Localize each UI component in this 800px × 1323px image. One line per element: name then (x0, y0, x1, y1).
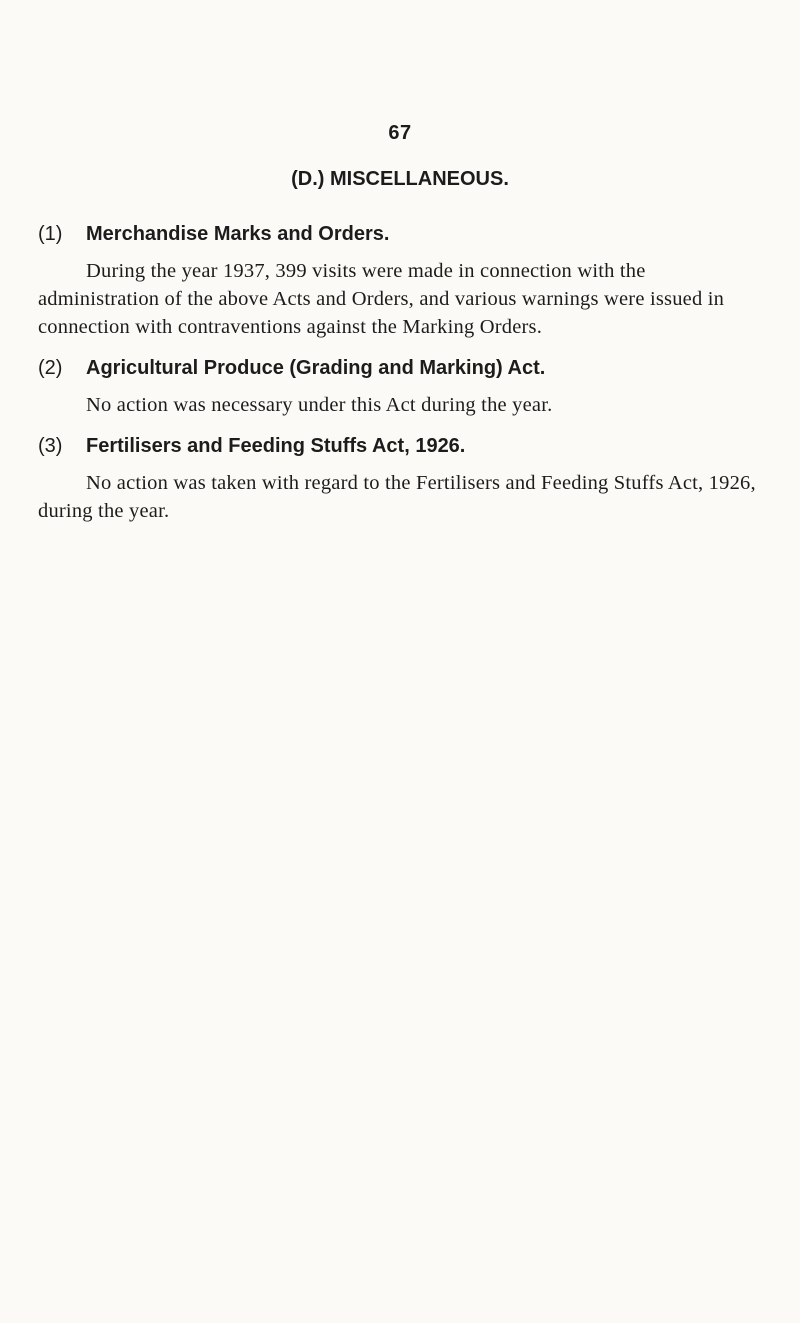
item-number: (2) (38, 357, 63, 379)
item-number: (1) (38, 223, 63, 245)
item-body: No action was necessary under this Act during the year. (86, 394, 553, 416)
section-item-merchandise-marks (38, 220, 768, 341)
item-body: During the year 1937, 399 visits were made in connection with the administration of the above Acts and Orders, and various warnings were issued in connection with contraventions against the Marking Orders. (38, 260, 725, 338)
item-title: Fertilisers and Feeding Stuffs Act, 1926. (86, 435, 466, 457)
section-heading: (D.) MISCELLANEOUS. (291, 168, 509, 190)
page-number: 67 (388, 122, 412, 144)
item-number: (3) (38, 435, 63, 457)
item-body: No action was taken with regard to the Fertilisers and Feeding Stuffs Act, 1926, during the year. (38, 472, 756, 522)
item-heading (38, 354, 768, 382)
item-heading (38, 432, 768, 460)
item-title: Agricultural Produce (Grading and Marking) Act. (86, 357, 546, 379)
item-heading (38, 220, 768, 248)
item-title: Merchandise Marks and Orders. (86, 223, 390, 245)
section-item-agricultural-produce (38, 354, 768, 419)
section-item-fertilisers (38, 432, 768, 525)
